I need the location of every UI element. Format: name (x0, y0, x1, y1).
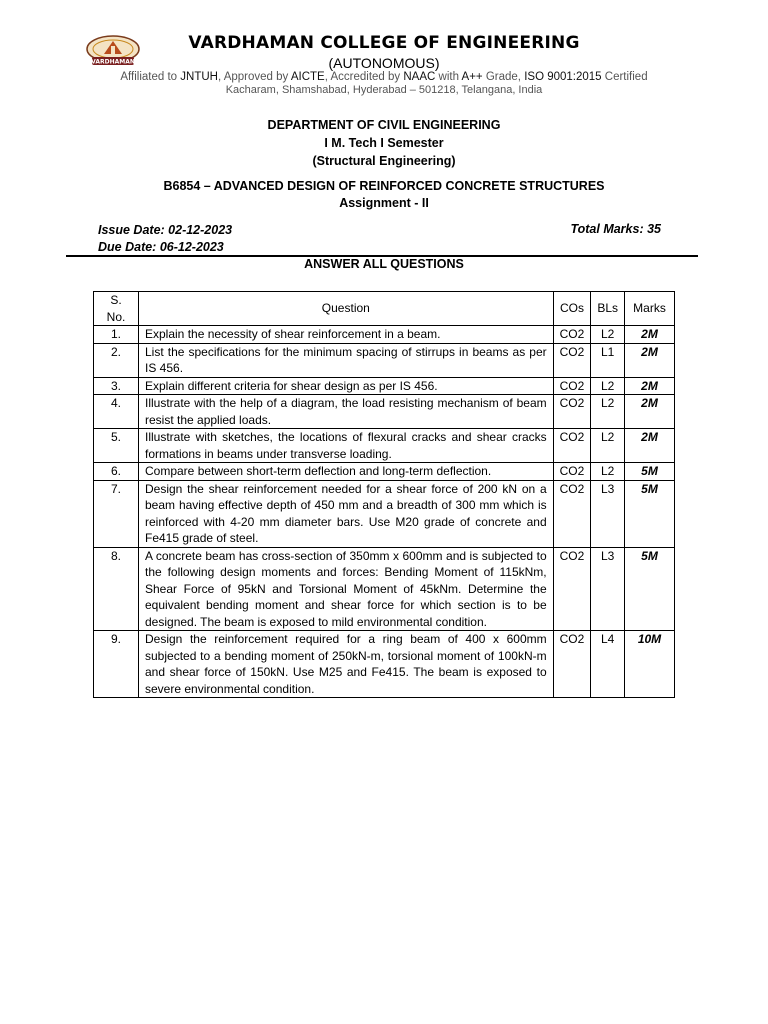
row-question: A concrete beam has cross-section of 350mm x 600mm and is subjected to the following design moments and forces: Bending Moment of 115kNm, Shear Force of 95kN and Torsional Moment of 45kNm. Determine the equivalent bending moment and shear force for which section is to be designed. The beam is exposed to mild environmental condition. (139, 547, 554, 631)
affiliation-highlight: A++ (461, 71, 483, 83)
due-date: Due Date: 06-12-2023 (98, 240, 224, 254)
row-sno: 6. (94, 463, 139, 481)
table-row (94, 631, 675, 698)
row-bl: L3 (591, 547, 625, 631)
table-row (94, 480, 675, 547)
header-question: Question (139, 292, 554, 326)
table-row (94, 395, 675, 429)
row-question: Illustrate with the help of a diagram, the load resisting mechanism of beam resist the applied loads. (139, 395, 554, 429)
row-sno: 4. (94, 395, 139, 429)
course-title: B6854 – ADVANCED DESIGN OF REINFORCED CONCRETE STRUCTURES (163, 179, 605, 193)
row-co: CO2 (553, 429, 591, 463)
autonomous-label: (AUTONOMOUS) (328, 55, 440, 71)
row-question: Explain the necessity of shear reinforcement in a beam. (139, 326, 554, 344)
header-sno: S. No. (94, 292, 139, 326)
row-co: CO2 (553, 395, 591, 429)
row-co: CO2 (553, 631, 591, 698)
course-block (0, 178, 768, 212)
row-marks: 2M (625, 343, 675, 377)
row-co: CO2 (553, 547, 591, 631)
logo-text: VARDHAMAN (91, 58, 135, 66)
table-row (94, 547, 675, 631)
row-marks: 5M (625, 480, 675, 547)
college-address: Kacharam, Shamshabad, Hyderabad – 501218, Telangana, India (225, 84, 543, 96)
row-bl: L2 (591, 429, 625, 463)
header-marks: Marks (625, 292, 675, 326)
department-block (0, 116, 768, 170)
row-marks: 5M (625, 463, 675, 481)
row-co: CO2 (553, 326, 591, 344)
row-bl: L1 (591, 343, 625, 377)
row-question: Explain different criteria for shear design as per IS 456. (139, 377, 554, 395)
row-sno: 8. (94, 547, 139, 631)
header-cos: COs (553, 292, 591, 326)
row-co: CO2 (553, 463, 591, 481)
row-question: Design the reinforcement required for a ring beam of 400 x 600mm subjected to a bending moment of 250kN-m, torsional moment of 100kN-m and shear force of 150kN. Use M25 and Fe415. The beam is exposed to severe environmental condition. (139, 631, 554, 698)
row-marks: 2M (625, 377, 675, 395)
row-sno: 9. (94, 631, 139, 698)
row-bl: L2 (591, 395, 625, 429)
affiliation-text: with (435, 71, 462, 83)
affiliation-text: Certified (601, 71, 648, 83)
row-sno: 3. (94, 377, 139, 395)
dates-block (98, 222, 232, 256)
table-row (94, 343, 675, 377)
row-bl: L2 (591, 377, 625, 395)
questions-table (93, 291, 675, 698)
row-co: CO2 (553, 377, 591, 395)
assignment-title: Assignment - II (339, 196, 429, 210)
row-sno: 7. (94, 480, 139, 547)
affiliation-highlight: NAAC (403, 71, 436, 83)
affiliation-line (0, 71, 768, 83)
table-row (94, 463, 675, 481)
program-name: I M. Tech I Semester (324, 136, 444, 150)
affiliation-highlight: JNTUH (180, 71, 218, 83)
total-marks: Total Marks: 35 (570, 222, 661, 236)
row-marks: 2M (625, 395, 675, 429)
instruction: ANSWER ALL QUESTIONS (304, 257, 464, 271)
row-sno: 5. (94, 429, 139, 463)
row-question: List the specifications for the minimum spacing of stirrups in beams as per IS 456. (139, 343, 554, 377)
affiliation-text: Affiliated to (120, 71, 181, 83)
row-bl: L2 (591, 463, 625, 481)
row-marks: 5M (625, 547, 675, 631)
row-bl: L3 (591, 480, 625, 547)
row-marks: 2M (625, 429, 675, 463)
affiliation-highlight: ISO 9001:2015 (524, 71, 602, 83)
row-sno: 2. (94, 343, 139, 377)
row-marks: 2M (625, 326, 675, 344)
row-question: Compare between short-term deflection and long-term deflection. (139, 463, 554, 481)
department-name: DEPARTMENT OF CIVIL ENGINEERING (267, 118, 501, 132)
college-header (0, 30, 768, 100)
table-row (94, 326, 675, 344)
header-bls: BLs (591, 292, 625, 326)
affiliation-text: , Approved by (217, 71, 291, 83)
table-row (94, 377, 675, 395)
issue-date: Issue Date: 02-12-2023 (98, 223, 233, 237)
specialization: (Structural Engineering) (312, 154, 456, 168)
row-co: CO2 (553, 480, 591, 547)
college-name: VARDHAMAN COLLEGE OF ENGINEERING (188, 33, 580, 53)
row-co: CO2 (553, 343, 591, 377)
row-bl: L2 (591, 326, 625, 344)
row-question: Illustrate with sketches, the locations of flexural cracks and shear cracks formations in beams under transverse loading. (139, 429, 554, 463)
table-header-row (94, 292, 675, 326)
table-row (94, 429, 675, 463)
row-question: Design the shear reinforcement needed for a shear force of 200 kN on a beam having effective depth of 450 mm and a breadth of 300 mm which is reinforced with 4-20 mm diameter bars. Use M20 grade of concrete and Fe415 grade of steel. (139, 480, 554, 547)
row-bl: L4 (591, 631, 625, 698)
row-marks: 10M (625, 631, 675, 698)
affiliation-text: , Accredited by (324, 71, 404, 83)
row-sno: 1. (94, 326, 139, 344)
affiliation-text: Grade, (482, 71, 525, 83)
affiliation-highlight: AICTE (290, 71, 325, 83)
